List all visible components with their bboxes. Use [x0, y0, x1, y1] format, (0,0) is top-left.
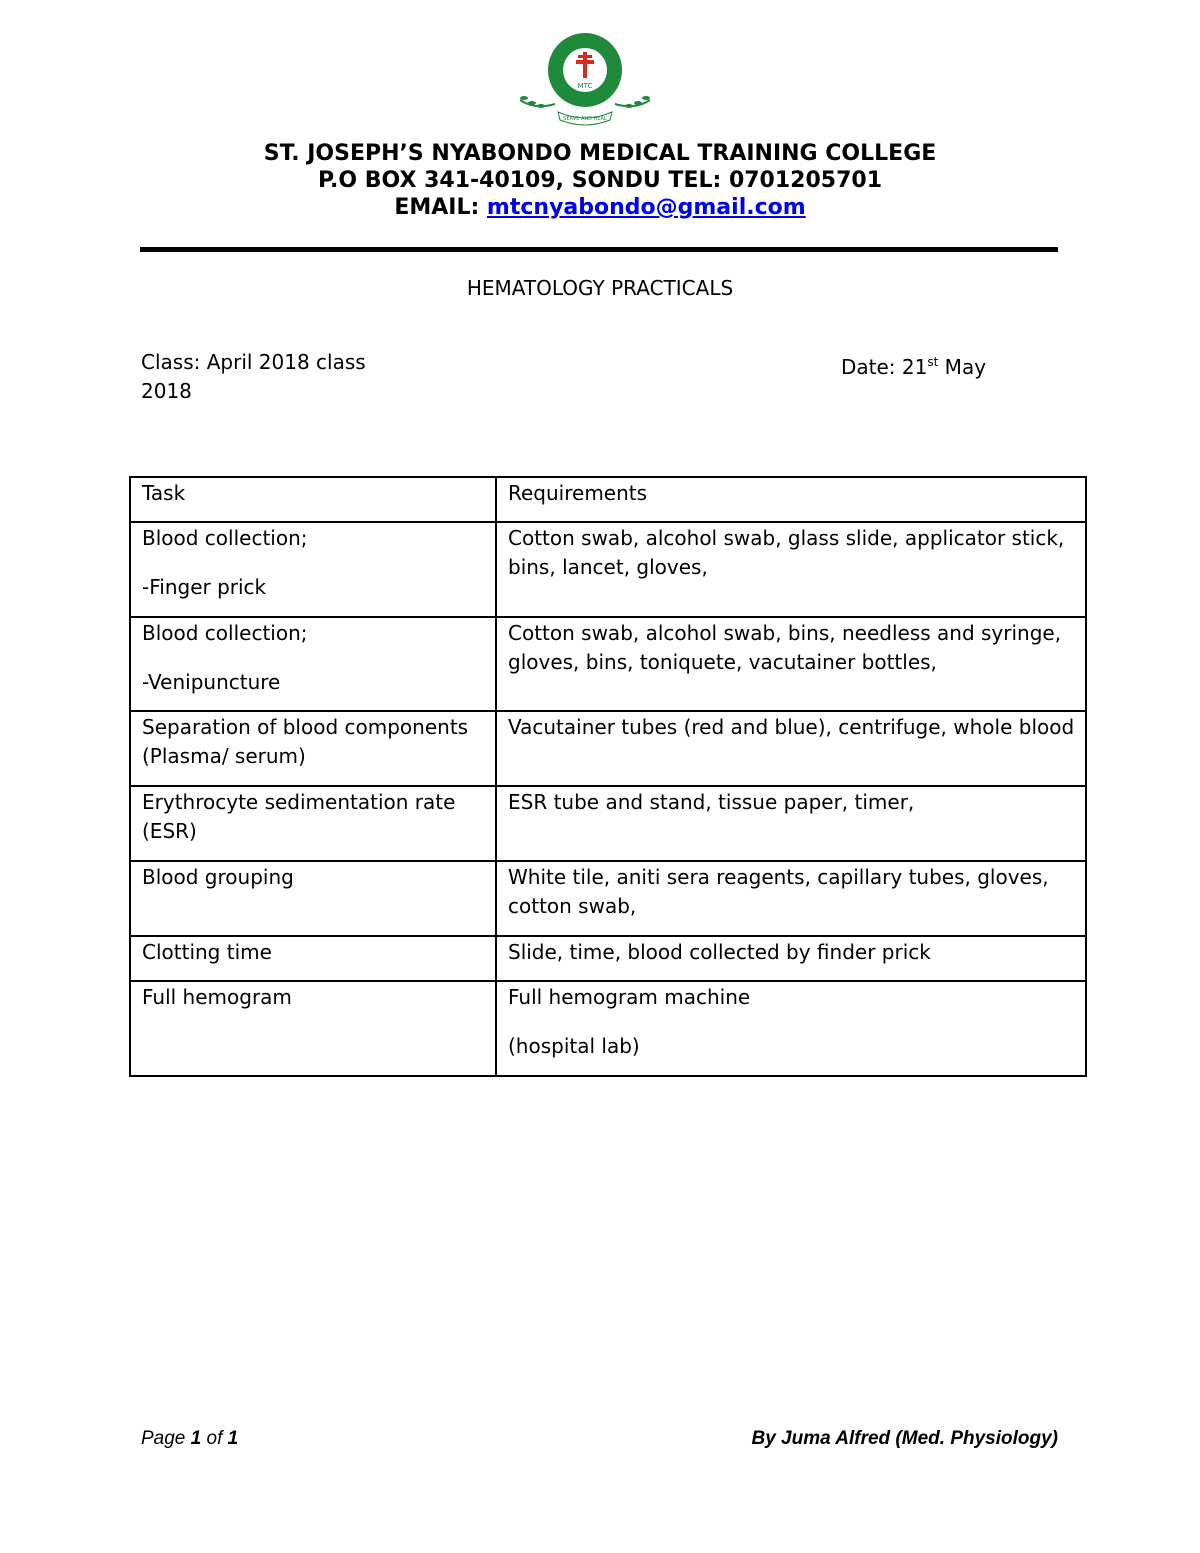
header-requirements: Requirements	[496, 477, 1086, 522]
requirements-text: Full hemogram machine	[508, 985, 751, 1009]
college-logo	[510, 32, 660, 127]
task-text: Clotting time	[142, 940, 272, 964]
header-divider	[140, 247, 1058, 252]
author-credit: By Juma Alfred (Med. Physiology)	[751, 1428, 1058, 1449]
college-crest-logo-icon	[510, 32, 660, 127]
requirements-table	[129, 476, 1087, 1077]
task-subtext: -Venipuncture	[142, 670, 281, 694]
task-cell	[130, 711, 496, 786]
requirements-cell	[496, 981, 1086, 1076]
college-email-line	[0, 194, 1200, 221]
table-row	[130, 861, 1086, 936]
task-subtext: -Finger prick	[142, 575, 267, 599]
task-text: Blood collection;	[142, 621, 308, 645]
table-header-row	[130, 477, 1086, 522]
requirements-text: White tile, aniti sera reagents, capillary tubes, gloves, cotton swab,	[508, 865, 1049, 918]
page-number	[141, 1428, 238, 1450]
table-row	[130, 711, 1086, 786]
page-total: 1	[227, 1428, 239, 1449]
table-row	[130, 936, 1086, 981]
class-info: Class: April 2018 class	[141, 350, 366, 374]
college-name: ST. JOSEPH’S NYABONDO MEDICAL TRAINING COLLEGE	[263, 141, 937, 166]
requirements-cell	[496, 936, 1086, 981]
year-info: 2018	[141, 379, 192, 403]
logo-motto: SERVE AND HEAL	[563, 116, 607, 122]
date-info	[841, 348, 986, 382]
task-text: Separation of blood components (Plasma/ serum)	[142, 715, 469, 768]
requirements-text: Cotton swab, alcohol swab, glass slide, applicator stick, bins, lancet, gloves,	[508, 526, 1065, 579]
task-cell	[130, 981, 496, 1076]
table-row	[130, 981, 1086, 1076]
table-row	[130, 617, 1086, 711]
email-link[interactable]: mtcnyabondo@gmail.com	[486, 195, 806, 220]
page-current: 1	[190, 1428, 202, 1449]
requirements-cell	[496, 522, 1086, 617]
date-suffix: May	[938, 355, 987, 379]
task-cell	[130, 861, 496, 936]
task-cell	[130, 522, 496, 617]
logo-initials: MTC	[577, 82, 593, 90]
college-address: P.O BOX 341-40109, SONDU TEL: 0701205701	[317, 168, 883, 193]
requirements-cell	[496, 711, 1086, 786]
task-text: Erythrocyte sedimentation rate (ESR)	[142, 790, 456, 843]
requirements-text: Vacutainer tubes (red and blue), centrifuge, whole blood	[508, 715, 1075, 739]
document-title: HEMATOLOGY PRACTICALS	[466, 276, 734, 300]
requirements-cell	[496, 861, 1086, 936]
of-word: of	[201, 1428, 228, 1449]
requirements-text: Cotton swab, alcohol swab, bins, needless and syringe, gloves, bins, toniquete, vacutainer bottles,	[508, 621, 1062, 674]
table-row	[130, 522, 1086, 617]
task-cell	[130, 936, 496, 981]
requirements-text: Slide, time, blood collected by finder prick	[508, 940, 931, 964]
task-cell	[130, 617, 496, 711]
letterhead	[0, 140, 1200, 221]
date-prefix: Date: 21	[841, 355, 928, 379]
requirements-subtext: (hospital lab)	[508, 1034, 640, 1058]
header-task: Task	[130, 477, 496, 522]
requirements-text: ESR tube and stand, tissue paper, timer,	[508, 790, 915, 814]
email-label: EMAIL:	[394, 195, 487, 220]
requirements-cell	[496, 617, 1086, 711]
page-word: Page	[141, 1428, 191, 1449]
task-text: Blood collection;	[142, 526, 308, 550]
date-superscript: st	[927, 355, 939, 369]
task-text: Blood grouping	[142, 865, 294, 889]
requirements-cell	[496, 786, 1086, 861]
task-cell	[130, 786, 496, 861]
task-text: Full hemogram	[142, 985, 292, 1009]
table-row	[130, 786, 1086, 861]
